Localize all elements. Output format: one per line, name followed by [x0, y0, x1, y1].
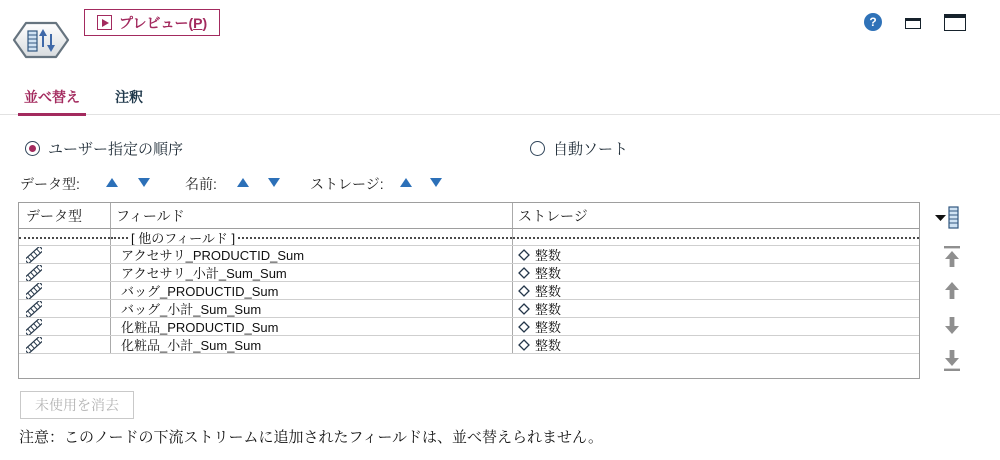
clear-unused-button[interactable]: 未使用を消去 — [20, 391, 134, 419]
preview-button[interactable] — [84, 9, 220, 36]
field-name: アクセサリ_PRODUCTID_Sum — [111, 246, 513, 263]
field-name: 化粧品_PRODUCTID_Sum — [111, 318, 513, 335]
storage-value: 整数 — [535, 320, 562, 335]
move-to-bottom-icon[interactable] — [941, 348, 963, 375]
integer-diamond-icon — [518, 249, 530, 261]
integer-diamond-icon — [518, 303, 530, 315]
table-row[interactable] — [19, 318, 919, 336]
move-down-icon[interactable] — [941, 315, 963, 338]
sort-name-ascending-icon[interactable] — [237, 178, 249, 187]
storage-value: 整数 — [535, 338, 562, 353]
table-row[interactable] — [19, 336, 919, 354]
storage-value: 整数 — [535, 302, 562, 317]
integer-diamond-icon — [518, 339, 530, 351]
sort-by-controls — [0, 173, 1000, 193]
column-header-type: データ型 — [19, 203, 111, 228]
sort-type-descending-icon[interactable] — [138, 178, 150, 187]
storage-value: 整数 — [535, 266, 562, 281]
integer-diamond-icon — [518, 321, 530, 333]
select-fields-icon[interactable] — [934, 206, 962, 233]
continuous-ruler-icon — [26, 283, 42, 299]
table-row[interactable] — [19, 264, 919, 282]
tab-bar — [0, 84, 1000, 115]
sort-type-ascending-icon[interactable] — [106, 178, 118, 187]
maximize-icon[interactable] — [944, 14, 966, 31]
continuous-ruler-icon — [26, 319, 42, 335]
radio-user-defined-order[interactable] — [25, 138, 183, 159]
note-text: 注意：このノードの下流ストリームに追加されたフィールドは、並べ替えられません。 — [19, 429, 603, 446]
column-header-storage: ストレージ — [518, 207, 588, 224]
storage-value: 整数 — [535, 284, 562, 299]
table-row[interactable] — [19, 246, 919, 264]
minimize-icon[interactable] — [905, 18, 921, 29]
table-row[interactable] — [19, 282, 919, 300]
table-row[interactable] — [19, 300, 919, 318]
sort-by-type-label: データ型: — [20, 176, 80, 192]
column-header-field: フィールド — [111, 203, 513, 228]
radio-auto-sort-label: 自動ソート — [553, 141, 629, 158]
field-order-table — [18, 202, 920, 379]
play-icon — [97, 15, 112, 30]
continuous-ruler-icon — [26, 265, 42, 281]
sort-by-storage-label: ストレージ: — [310, 176, 384, 192]
sort-storage-ascending-icon[interactable] — [400, 178, 412, 187]
table-header-row — [19, 203, 919, 229]
radio-unselected-icon — [530, 141, 545, 156]
integer-diamond-icon — [518, 285, 530, 297]
field-name: バッグ_PRODUCTID_Sum — [111, 282, 513, 299]
sort-node-icon — [12, 20, 70, 60]
integer-diamond-icon — [518, 267, 530, 279]
preview-label: プレビュー(P) — [119, 14, 208, 31]
move-to-top-icon[interactable] — [941, 245, 963, 272]
other-fields-row[interactable] — [19, 229, 919, 246]
help-icon[interactable]: ? — [864, 13, 882, 31]
move-up-icon[interactable] — [941, 281, 963, 304]
storage-value: 整数 — [535, 248, 562, 263]
order-options — [0, 138, 1000, 160]
other-fields-label: [ 他のフィールド ] — [128, 229, 238, 245]
continuous-ruler-icon — [26, 301, 42, 317]
radio-user-defined-label: ユーザー指定の順序 — [48, 141, 184, 158]
radio-selected-icon — [25, 141, 40, 156]
continuous-ruler-icon — [26, 247, 42, 263]
field-name: アクセサリ_小計_Sum_Sum — [111, 264, 513, 281]
field-name: バッグ_小計_Sum_Sum — [111, 300, 513, 317]
tab-annotations[interactable]: 注釈 — [115, 89, 143, 105]
sort-name-descending-icon[interactable] — [268, 178, 280, 187]
sort-storage-descending-icon[interactable] — [430, 178, 442, 187]
sort-by-name-label: 名前: — [185, 176, 217, 192]
tab-sort[interactable]: 並べ替え — [24, 87, 80, 116]
continuous-ruler-icon — [26, 337, 42, 353]
field-name: 化粧品_小計_Sum_Sum — [111, 336, 513, 353]
radio-auto-sort[interactable] — [530, 138, 628, 159]
